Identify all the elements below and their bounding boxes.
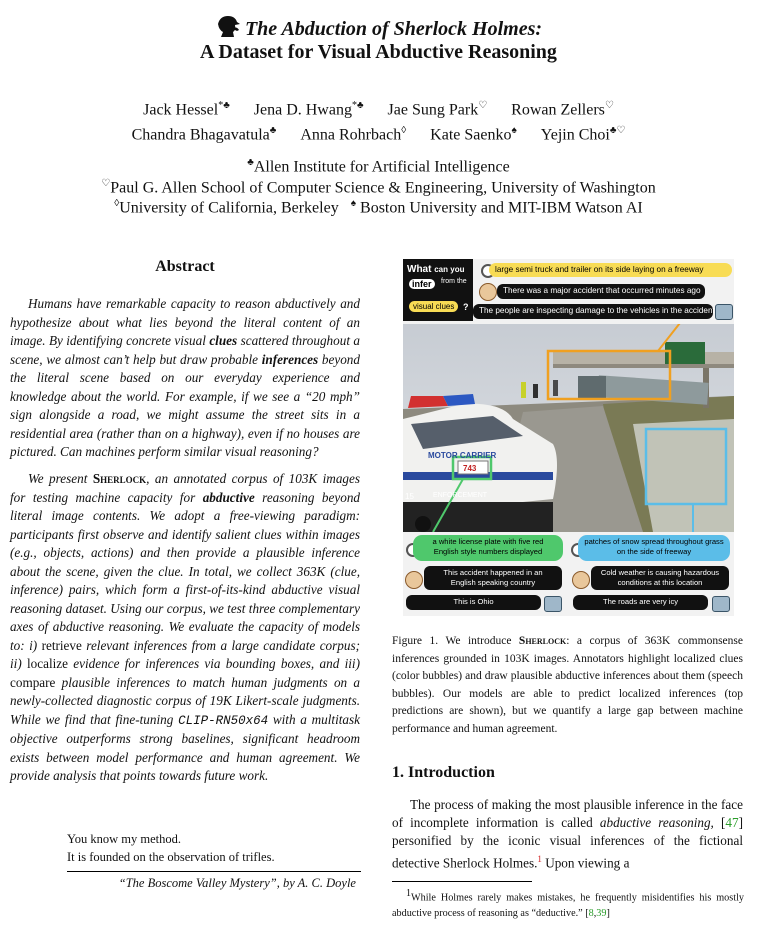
paper-title-line1: The Abduction of Sherlock Holmes: — [0, 14, 757, 44]
robot-icon — [712, 596, 730, 612]
clue-bubble-snow: patches of snow spread throughout grass on the side of freeway — [578, 535, 730, 561]
citation-link[interactable]: 39 — [596, 908, 607, 920]
annotator-face-icon — [572, 571, 590, 589]
license-plate-number: 743 — [463, 464, 477, 473]
author: Anna Rohrbach◊ — [300, 125, 407, 144]
affiliation-uw: ♡Paul G. Allen School of Computer Science & Engineering, University of Washington — [101, 178, 656, 197]
robot-icon — [544, 596, 562, 612]
paper-title-line2: A Dataset for Visual Abductive Reasoning — [200, 41, 557, 63]
robot-icon — [715, 304, 733, 320]
accident-photo — [403, 324, 734, 532]
figure-caption: Figure 1. We introduce Sherlock: a corpus of 363K commonsense inferences grounded in 103K images. Annotators highlight localized clues (color bubbles) and draw plausible abductive inferences about them (speech bubbles). Our models are able to predict localized inferences (top predictions are shown), but we quantify a large gap between machine performance and human agreement. — [392, 635, 743, 735]
intro-paragraph: The process of making the most plausible inference in the face of incomplete information is called abductive reasoning, [47] personified by the iconic visual inferences of the fictional detective Sherlock Holmes.$^1$ Upon viewing a — [392, 797, 743, 871]
footnote-rule — [392, 881, 532, 882]
abstract-paragraph-1: Humans have remarkable capacity to reason abductively and hypothesize about what lies beyond the literal content of an image. By identifying concrete visual clues scattered throughout a scene, we almost can’t help but draw probable inferences beyond the literal scene based on our everyday experience and knowledge about the world. For example, if we see a “20 mph” sign alongside a road, we might assume the street sits in a residential area (rather than on a highway), even if no houses are pictured. Can machines perform similar visual reasoning? — [10, 296, 360, 459]
author: Jack Hessel*♣ — [143, 100, 230, 119]
affiliation-ai2: ♣Allen Institute for Artificial Intelligence — [247, 157, 510, 176]
clue-bubble-truck: large semi truck and trailer on its side laying on a freeway — [489, 263, 732, 277]
annotator-face-icon — [479, 283, 497, 301]
footnote-link[interactable]: 1 — [537, 854, 542, 864]
epigraph-rule — [67, 871, 361, 872]
inference-bubble: This accident happened in an English speaking country — [424, 566, 562, 590]
author: Kate Saenko♠ — [430, 125, 517, 144]
affiliation-berkeley-bu: ◊University of California, Berkeley ♠ Boston University and MIT-IBM Watson AI — [114, 198, 643, 217]
inference-bubble: The roads are very icy — [573, 595, 708, 610]
citation-link[interactable]: 8 — [588, 908, 594, 920]
abstract-paragraph-2: We present Sherlock, an annotated corpus of 103K images for testing machine capacity for abductive reasoning beyond literal image contents. We adopt a free-viewing paradigm: participants first observe and identify salient clues within images (e.g., objects, actions) and then provide a plausible inference about the scene, given the clue. In total, we collect 363K (clue, inference) pairs, which form a first-of-its-kind abductive visual reasoning dataset. Using our corpus, we test three complementary axes of abductive reasoning. We evaluate the capacity of models to: i) retrieve relevant inferences from a large candidate corpus; ii) localize evidence for inferences via bounding boxes, and iii) compare plausible inferences to match human judgments on a newly-collected diagnostic corpus of 19K Likert-scale judgments. While we find that fine-tuning CLIP-RN50x64 with a multitask objective outperforms strong baselines, significant headroom exists between model performance and human agreement. We provide analysis that points towards future work. — [10, 471, 361, 783]
author: Rowan Zellers♡ — [511, 100, 614, 119]
author: Yejin Choi♣♡ — [540, 125, 626, 144]
car-number: 15 — [405, 492, 414, 501]
epigraph-source: “The Boscome Valley Mystery”, by A. C. Doyle — [118, 876, 356, 890]
author: Jena D. Hwang*♣ — [253, 100, 364, 119]
inference-bubble: There was a major accident that occurred minutes ago — [497, 284, 705, 299]
author: Chandra Bhagavatula♣ — [131, 125, 277, 144]
question-panel: What can you infer from the visual clues ? — [403, 259, 473, 321]
author-row-1 — [0, 100, 757, 119]
inference-bubble: Cold weather is causing hazardous conditions at this location — [591, 566, 729, 590]
abstract-heading: Abstract — [155, 258, 215, 275]
clue-bubble-plate: a white license plate with five red English style numbers displayed — [413, 535, 563, 561]
footnote: $^1$While Holmes rarely makes mistakes, he frequently misidentifies his mostly abductive process of reasoning as “deductive.” [8,39] — [392, 888, 744, 920]
sherlock-silhouette-icon — [215, 14, 241, 44]
inference-bubble: This is Ohio — [406, 595, 541, 610]
scene-illustration — [403, 324, 734, 532]
epigraph: You know my method. It is founded on the observation of trifles. — [67, 832, 275, 864]
citation-link[interactable]: 47 — [725, 815, 739, 830]
car-text: MOTOR CARRIER — [428, 451, 497, 460]
section-heading-introduction: 1. Introduction — [392, 764, 495, 781]
author: Jae Sung Park♡ — [387, 100, 488, 119]
annotator-face-icon — [405, 571, 423, 589]
inference-bubble: The people are inspecting damage to the vehicles in the accident — [473, 304, 713, 319]
figure-1 — [403, 259, 734, 616]
author-row-2 — [0, 125, 757, 144]
car-enforcement-text: ENFORCEMENT — [433, 492, 488, 499]
